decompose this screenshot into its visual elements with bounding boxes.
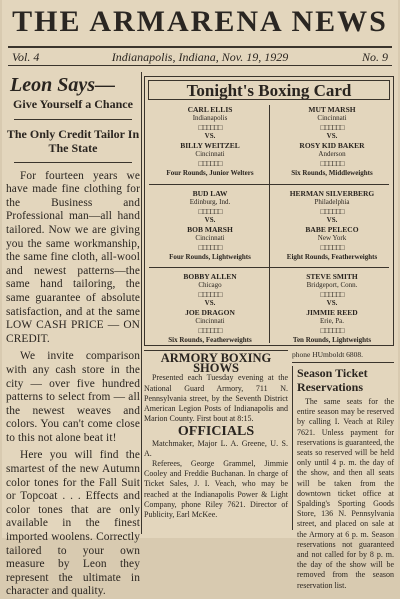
volume-label: Vol. 4	[12, 50, 40, 64]
score-boxes: □□□□□□	[320, 207, 344, 216]
score-boxes: □□□□□□	[198, 207, 222, 216]
fighter-town: Cincinnati	[195, 150, 225, 158]
score-boxes: □□□□□□	[198, 326, 222, 335]
bout-rounds: Ten Rounds, Lightweights	[292, 336, 372, 344]
bout-rounds: Six Rounds, Middleweights	[291, 169, 373, 177]
fighter-town: Philadelphia	[314, 198, 350, 206]
season-heading: Season Ticket Reservations	[297, 366, 368, 394]
score-boxes: □□□□□□	[198, 123, 222, 132]
bout-3	[149, 189, 271, 262]
bout-4	[271, 189, 393, 262]
score-boxes: □□□□□□	[320, 123, 344, 132]
fighter-town: New York	[317, 234, 347, 242]
fighter-name: CARL ELLIS	[187, 105, 233, 114]
ad-divider	[14, 119, 132, 120]
dateline-bar	[8, 46, 392, 66]
column-divider	[141, 72, 142, 534]
vs-label: VS.	[204, 299, 216, 307]
vs-label: VS.	[326, 299, 338, 307]
fighter-town: Bridgeport, Conn.	[306, 281, 358, 289]
ad-paragraph: Here you will find the smartest of the new Autumn color tones for the Fall Suit or Topcoat . . . Effects and color tones that are only available in the finest imported woolens. Correctly tailored to your own measure by Leon they represent the ultimate in character and quality.	[6, 449, 140, 598]
card-title: Tonight's Boxing Card	[148, 80, 390, 100]
fighter-town: Anderson	[318, 150, 346, 158]
bout-rounds: Four Rounds, Junior Welters	[166, 169, 254, 177]
ad-paragraph: For fourteen years we have made fine clothing for the Business and Professional man—all hand tailored. Now we are giving you the same workmanship, the same fine cloth, all-wool and newest patterns—the same hand tailoring, the same guarantee of absolute satisfaction, and at the same LOW CASH PRICE — ON CREDIT.	[6, 169, 140, 345]
season-tickets-section	[292, 366, 394, 590]
ad-headline: Leon Says—	[10, 74, 115, 96]
bout-2	[271, 105, 393, 178]
ad-divider	[14, 162, 132, 163]
score-boxes: □□□□□□	[320, 326, 344, 335]
score-boxes: □□□□□□	[320, 243, 344, 252]
fighter-town: Cincinnati	[195, 234, 225, 242]
bout-rounds: Eight Rounds, Featherweights	[286, 253, 378, 261]
score-boxes: □□□□□□	[198, 159, 222, 168]
phone-line: phone HUmboldt 6808.	[292, 350, 364, 359]
officials-matchmaker: Matchmaker, Major L. A. Greene, U. S. A.	[144, 438, 288, 458]
fighter-name: HERMAN SILVERBERG	[289, 189, 375, 198]
ad-paragraph: We invite comparison with any cash store in the city — over five hundred patterns to select from — all the newest weaves and colors. You can't come close to this not alone beat it!	[6, 350, 140, 444]
officials-body: Referees, George Grammel, Jimmie Cooley and Freddie Buchanan. In charge of Ticket Sales, J. I. Veach, who may be reached at the Indianapolis Power & Light Company, phone Riley 7621. Director of Publicity, Earl McKee.	[144, 459, 288, 520]
card-column-divider	[269, 105, 270, 343]
score-boxes: □□□□□□	[198, 290, 222, 299]
officials-heading: OFFICIALS	[177, 424, 255, 440]
section-divider	[292, 362, 394, 363]
bout-rounds: Four Rounds, Lightweights	[169, 253, 251, 261]
vs-label: VS.	[326, 216, 338, 224]
score-boxes: □□□□□□	[320, 290, 344, 299]
shows-body: Presented each Tuesday evening at the National Guard Armory, 711 N. Pennsylvania street, by the Seventh District American Legion Posts of Indianapolis and Marion County. First bout at 8:15.	[144, 373, 288, 424]
fighter-name: JIMMIE REED	[306, 308, 358, 317]
bout-6	[271, 272, 393, 345]
shows-heading: ARMORY BOXING SHOWS	[160, 351, 272, 376]
bout-1	[149, 105, 271, 178]
fighter-name: BABE PELECO	[305, 225, 359, 234]
fighter-name: BOB MARSH	[187, 225, 233, 234]
vs-label: VS.	[326, 132, 338, 140]
fighter-name: BUD LAW	[192, 189, 228, 198]
fighter-town: Chicago	[198, 281, 222, 289]
fighter-name: BILLY WEITZEL	[180, 141, 240, 150]
fighter-name: MUT MARSH	[308, 105, 356, 114]
fighter-town: Edinburg, Ind.	[189, 198, 231, 206]
season-body: The same seats for the entire season may be reserved by calling I. Veach at Riley 7621. Unless payment for reservations is guaranteed, the seats so reserved will be held only until 4 p. m. the day of the show, and then all seats will be taken from the downtown ticket office at Spalding's Sporting Goods Store, 136 N. Pennsylvania street, and placed on sale at the Armory at 6 p. m. Season reservations not guaranteed and not called for by 8 p. m. the day of the show will be removed from the season reservation list.	[297, 397, 394, 590]
issue-number: No. 9	[361, 50, 388, 64]
fighter-town: Indianapolis	[192, 114, 228, 122]
bout-5	[149, 272, 271, 345]
place-date: Indianapolis, Indiana, Nov. 19, 1929	[111, 50, 289, 64]
fighter-town: Erie, Pa.	[320, 317, 344, 325]
ad-credit-line: The Only Credit Tailor In The State	[6, 126, 140, 155]
fighter-town: Cincinnati	[317, 114, 347, 122]
fighter-name: ROSY KID BAKER	[299, 141, 365, 150]
masthead-title: THE ARMARENA NEWS	[12, 5, 388, 38]
armory-shows-section	[144, 350, 288, 530]
vs-label: VS.	[204, 132, 216, 140]
fighter-name: JOE DRAGON	[185, 308, 235, 317]
fighter-name: BOBBY ALLEN	[183, 272, 237, 281]
newspaper-page	[2, 0, 398, 598]
boxing-card	[144, 76, 394, 346]
vs-label: VS.	[204, 216, 216, 224]
fighter-town: Cincinnati	[195, 317, 225, 325]
bout-rounds: Six Rounds, Featherweights	[168, 336, 252, 344]
fighter-name: STEVE SMITH	[306, 272, 358, 281]
ad-subhead: Give Yourself a Chance	[13, 97, 133, 111]
score-boxes: □□□□□□	[320, 159, 344, 168]
score-boxes: □□□□□□	[198, 243, 222, 252]
leon-advertisement	[6, 72, 140, 598]
